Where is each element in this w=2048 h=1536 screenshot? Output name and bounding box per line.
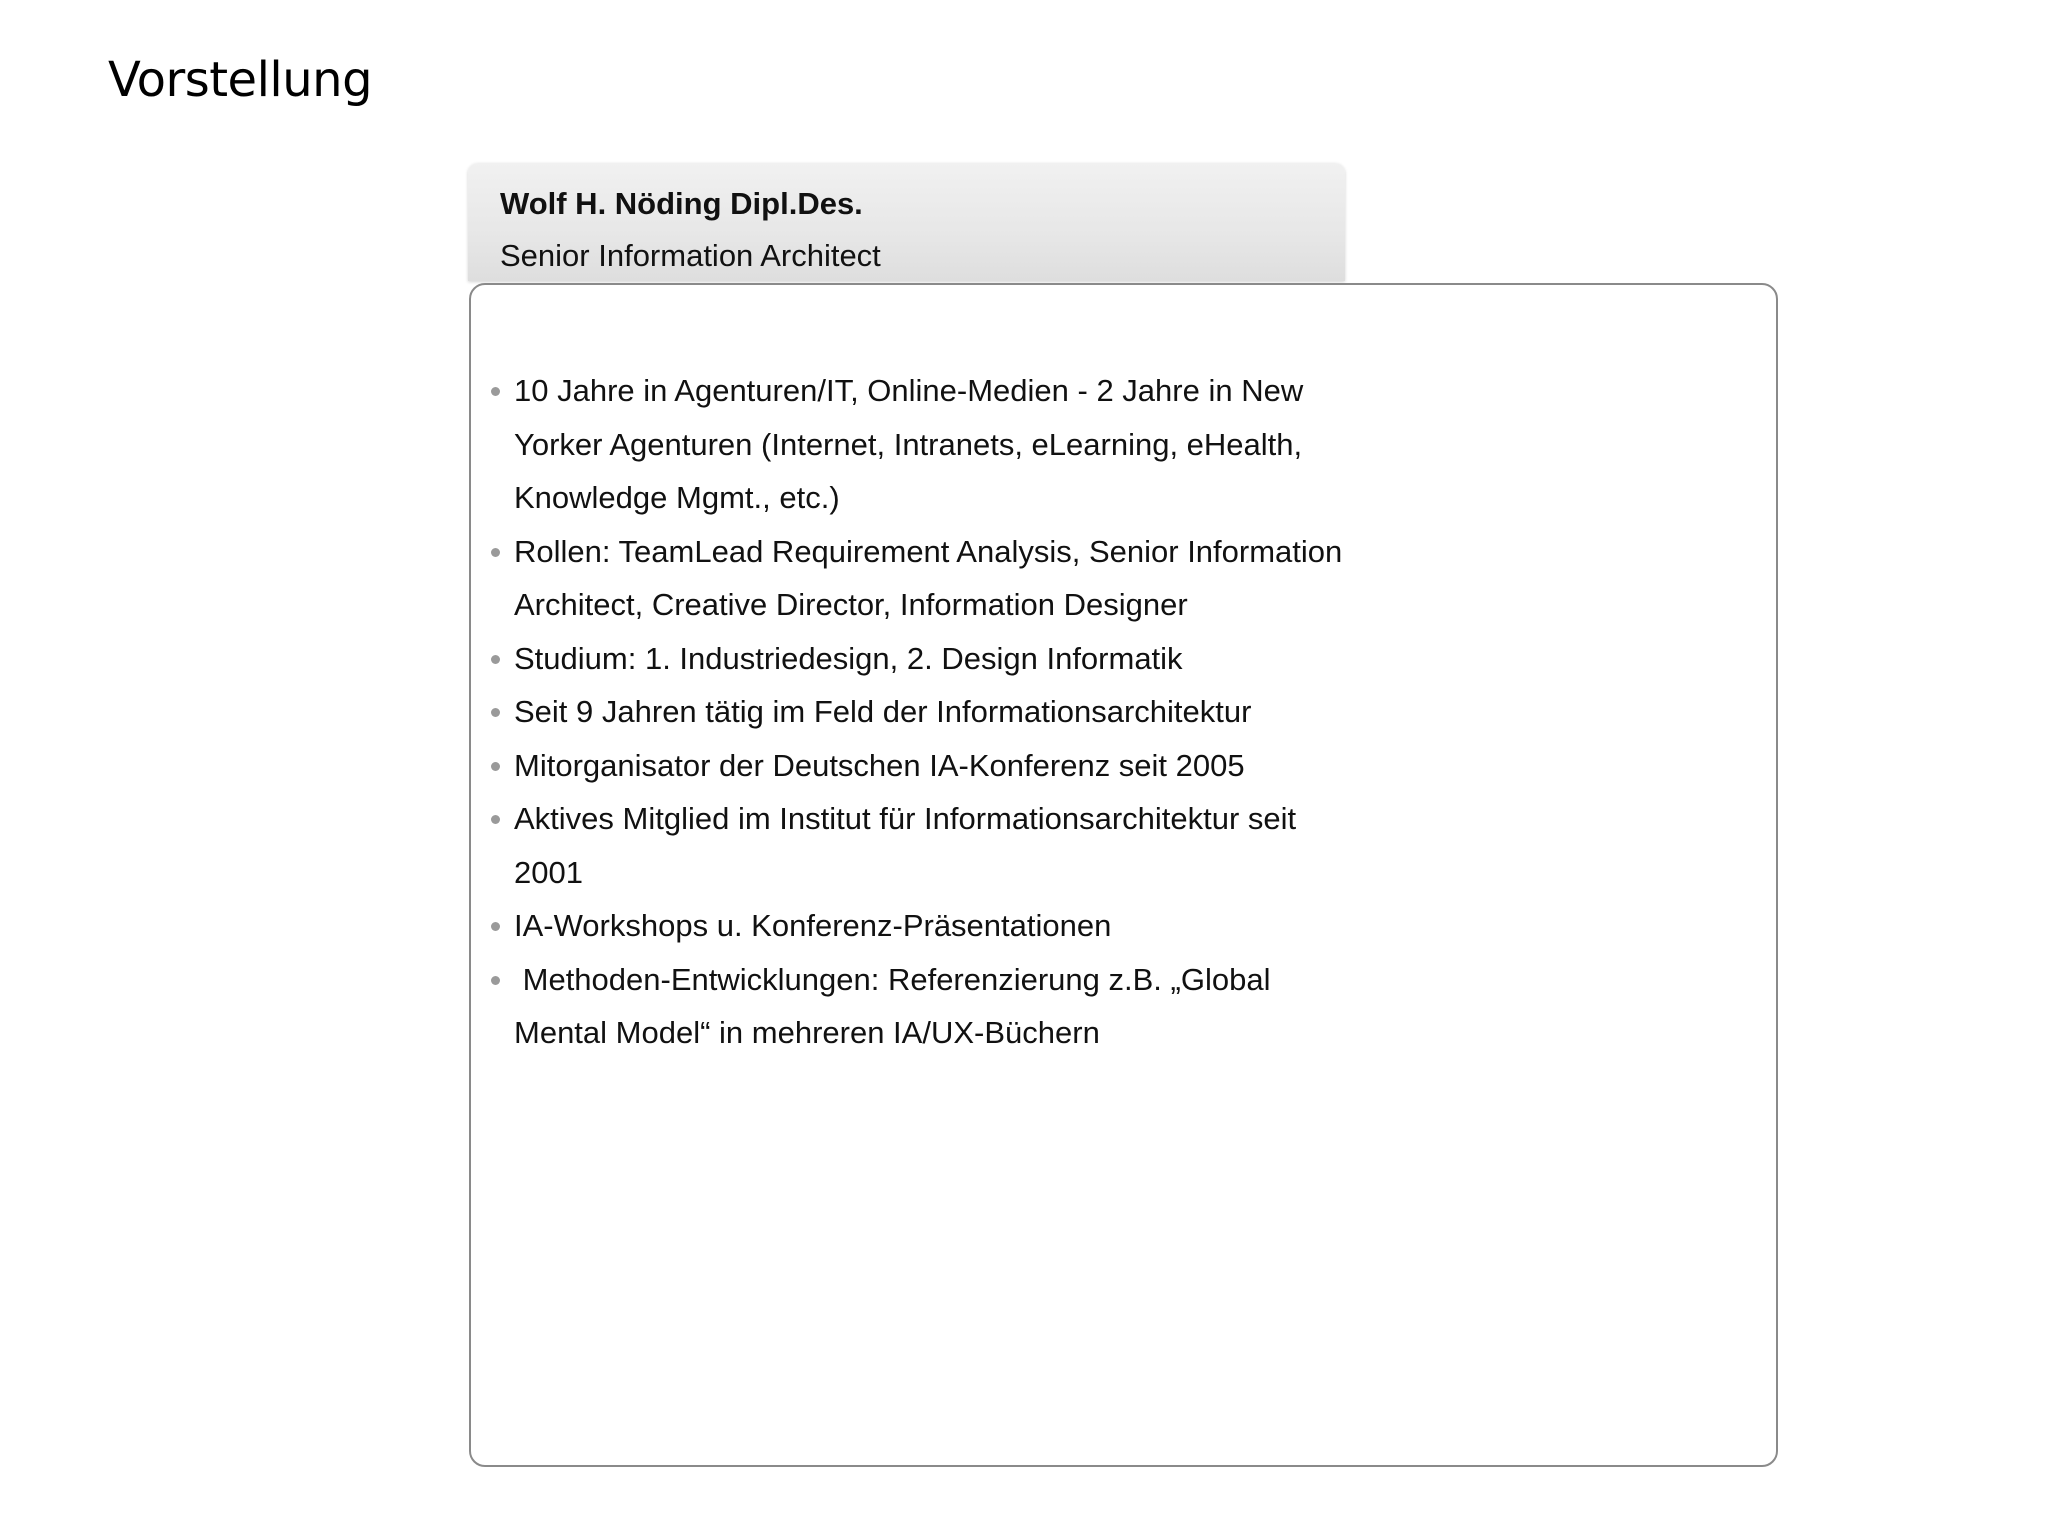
bullet-icon [491,976,500,985]
slide-title: Vorstellung [108,52,373,108]
bullet-icon [491,922,500,931]
list-item [490,953,1370,1060]
list-item [490,685,1370,739]
list-item-text: Studium: 1. Industriedesign, 2. Design Informatik [514,640,1183,676]
bullet-icon [491,548,500,557]
bullet-icon [491,387,500,396]
list-item-text: IA-Workshops u. Konferenz-Präsentationen [514,908,1112,943]
list-item [490,632,1370,686]
profile-role: Senior Information Architect [500,238,881,273]
list-item-text: Methoden-Entwicklungen: Referenzierung z.B. „Global Mental Model“ in mehreren IA/UX-Büchern [514,961,1280,1050]
list-item [490,364,1370,525]
list-item-text: 10 Jahre in Agenturen/IT, Online-Medien - 2 Jahre in New Yorker Agenturen (Internet, Intranets, eLearning, eHealth, Knowledge Mgmt., etc.) [514,373,1304,515]
list-item [490,525,1370,632]
bullet-icon [491,655,500,664]
profile-name: Wolf H. Nöding Dipl.Des. [500,186,863,221]
bullet-list [490,364,1370,1060]
list-item-text: Rollen: TeamLead Requirement Analysis, Senior Information Architect, Creative Director, Information Designer [514,533,1343,622]
list-item-text: Mitorganisator der Deutschen IA-Konferenz seit 2005 [514,747,1245,783]
bullet-icon [491,762,500,771]
bullet-icon [491,708,500,717]
list-item-text: Aktives Mitglied im Institut für Informationsarchitektur seit 2001 [514,801,1297,890]
list-item [490,792,1370,899]
list-item-text: Seit 9 Jahren tätig im Feld der Informationsarchitektur [514,694,1252,729]
profile-header-tab [468,163,1345,281]
list-item [490,739,1370,793]
bullet-icon [491,815,500,824]
list-item [490,899,1370,953]
